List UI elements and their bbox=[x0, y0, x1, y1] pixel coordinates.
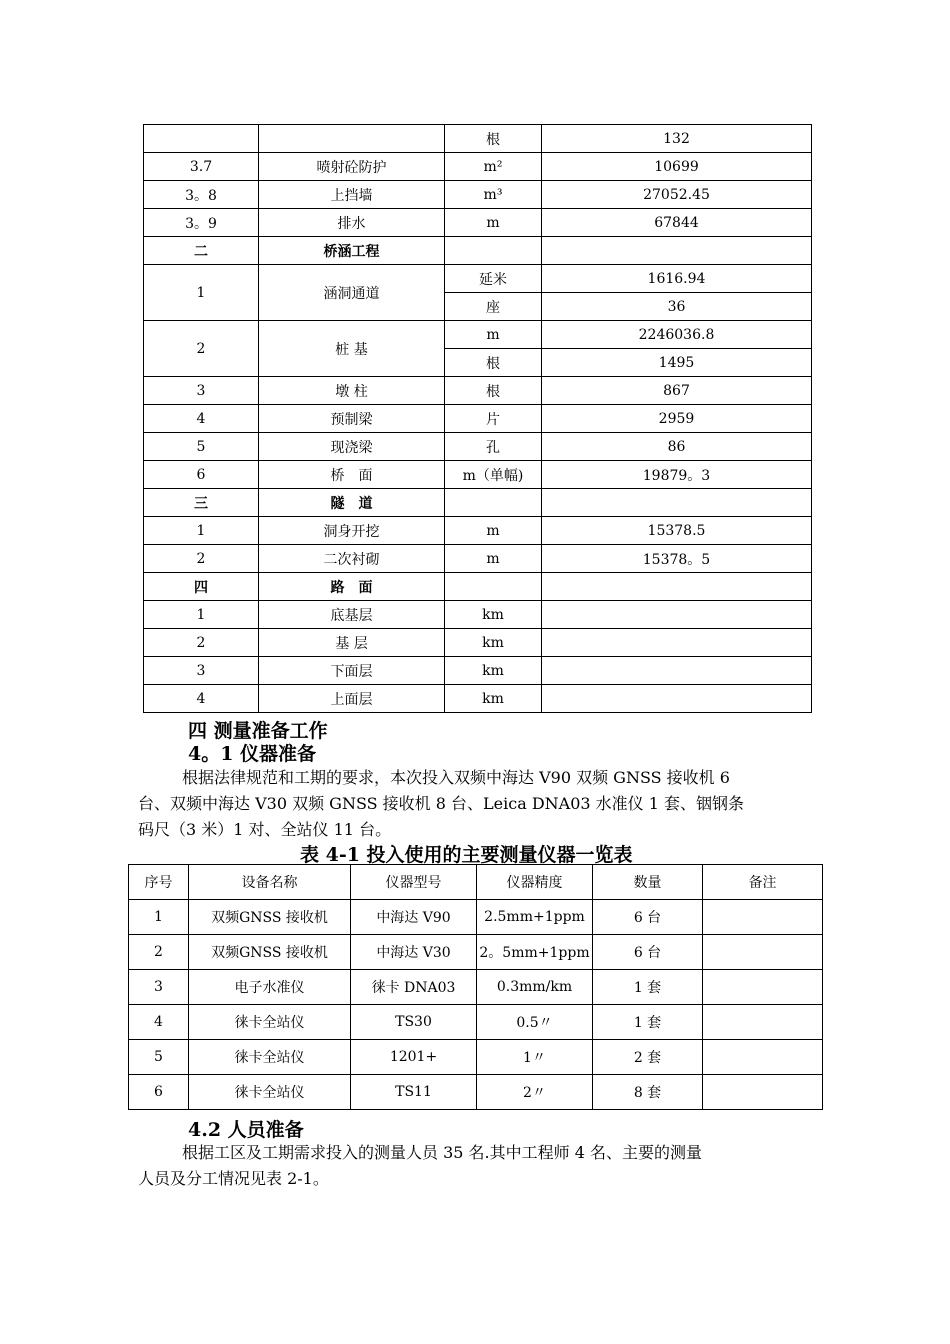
cell-no: 3。9 bbox=[144, 209, 259, 237]
cell-no: 二 bbox=[144, 237, 259, 265]
column-header: 序号 bbox=[129, 865, 189, 900]
cell-unit: 根 bbox=[445, 377, 542, 405]
table-row bbox=[129, 900, 823, 935]
cell bbox=[703, 1040, 823, 1075]
cell-unit bbox=[445, 573, 542, 601]
table-row bbox=[144, 209, 812, 237]
cell-unit: km bbox=[445, 685, 542, 713]
cell: 2〃 bbox=[477, 1075, 593, 1110]
cell: 6 bbox=[129, 1075, 189, 1110]
cell-unit: km bbox=[445, 657, 542, 685]
cell-qty bbox=[542, 573, 812, 601]
table-row bbox=[144, 265, 812, 293]
cell: 中海达 V30 bbox=[351, 935, 477, 970]
cell bbox=[703, 1075, 823, 1110]
cell: 6 台 bbox=[593, 935, 703, 970]
cell-name: 洞身开挖 bbox=[259, 517, 445, 545]
cell bbox=[703, 935, 823, 970]
table-row bbox=[129, 935, 823, 970]
cell-name: 基 层 bbox=[259, 629, 445, 657]
cell-qty: 2959 bbox=[542, 405, 812, 433]
cell-name: 墩 柱 bbox=[259, 377, 445, 405]
cell: 2 bbox=[129, 935, 189, 970]
cell: 徕卡全站仪 bbox=[189, 1075, 351, 1110]
table-row bbox=[144, 461, 812, 489]
table-row bbox=[144, 237, 812, 265]
cell-no: 5 bbox=[144, 433, 259, 461]
cell-unit: m bbox=[445, 517, 542, 545]
table-row bbox=[144, 629, 812, 657]
cell-name: 下面层 bbox=[259, 657, 445, 685]
table-row bbox=[144, 545, 812, 573]
cell-qty: 1495 bbox=[542, 349, 812, 377]
cell-qty: 19879。3 bbox=[542, 461, 812, 489]
cell-no: 3。8 bbox=[144, 181, 259, 209]
cell-name: 现浇梁 bbox=[259, 433, 445, 461]
quantity-table bbox=[143, 124, 812, 713]
cell-unit: m bbox=[445, 321, 542, 349]
cell: 徕卡 DNA03 bbox=[351, 970, 477, 1005]
cell-name: 桥涵工程 bbox=[259, 237, 445, 265]
cell-qty bbox=[542, 685, 812, 713]
cell-no: 3.7 bbox=[144, 153, 259, 181]
cell-unit: 延米 bbox=[445, 265, 542, 293]
cell: 2.5mm+1ppm bbox=[477, 900, 593, 935]
cell-no: 3 bbox=[144, 377, 259, 405]
cell-qty: 1616.94 bbox=[542, 265, 812, 293]
cell: TS30 bbox=[351, 1005, 477, 1040]
column-header: 设备名称 bbox=[189, 865, 351, 900]
column-header: 备注 bbox=[703, 865, 823, 900]
table-row bbox=[144, 517, 812, 545]
cell: 1〃 bbox=[477, 1040, 593, 1075]
cell-qty bbox=[542, 657, 812, 685]
cell: 徕卡全站仪 bbox=[189, 1005, 351, 1040]
cell-name: 上面层 bbox=[259, 685, 445, 713]
table-row bbox=[144, 377, 812, 405]
subsection-heading: 4.2 人员准备 bbox=[188, 1119, 304, 1141]
paragraph-line: 台、双频中海达 V30 双频 GNSS 接收机 8 台、Leica DNA03 水准仪 1 套、铟钢条 bbox=[138, 794, 745, 813]
cell-no: 1 bbox=[144, 601, 259, 629]
table-row bbox=[144, 433, 812, 461]
cell-name: 桩 基 bbox=[259, 321, 445, 377]
cell-name: 隧 道 bbox=[259, 489, 445, 517]
cell: 5 bbox=[129, 1040, 189, 1075]
table-row bbox=[144, 573, 812, 601]
paragraph-line: 人员及分工情况见表 2-1。 bbox=[138, 1169, 329, 1188]
column-header: 仪器型号 bbox=[351, 865, 477, 900]
table-row bbox=[129, 1075, 823, 1110]
cell-qty bbox=[542, 601, 812, 629]
cell bbox=[703, 900, 823, 935]
cell: 徕卡全站仪 bbox=[189, 1040, 351, 1075]
table-row bbox=[144, 601, 812, 629]
paragraph-line: 码尺（3 米）1 对、全站仪 11 台。 bbox=[138, 820, 392, 839]
table-row bbox=[144, 657, 812, 685]
cell-unit: 片 bbox=[445, 405, 542, 433]
cell-no: 四 bbox=[144, 573, 259, 601]
cell: 中海达 V90 bbox=[351, 900, 477, 935]
cell-unit: km bbox=[445, 601, 542, 629]
cell-unit: m bbox=[445, 209, 542, 237]
cell: 1 套 bbox=[593, 970, 703, 1005]
cell-unit: m（单幅) bbox=[445, 461, 542, 489]
cell: 2。5mm+1ppm bbox=[477, 935, 593, 970]
cell-name: 桥 面 bbox=[259, 461, 445, 489]
cell: 双频GNSS 接收机 bbox=[189, 900, 351, 935]
cell-qty: 15378.5 bbox=[542, 517, 812, 545]
cell: 1 套 bbox=[593, 1005, 703, 1040]
cell-no: 4 bbox=[144, 405, 259, 433]
cell: 4 bbox=[129, 1005, 189, 1040]
cell-no: 2 bbox=[144, 629, 259, 657]
cell: 1201+ bbox=[351, 1040, 477, 1075]
table-row bbox=[129, 970, 823, 1005]
table-row bbox=[129, 1040, 823, 1075]
table-row bbox=[144, 685, 812, 713]
cell-qty: 15378。5 bbox=[542, 545, 812, 573]
table-row bbox=[144, 125, 812, 153]
cell-no: 3 bbox=[144, 657, 259, 685]
cell: TS11 bbox=[351, 1075, 477, 1110]
cell-name: 上挡墙 bbox=[259, 181, 445, 209]
cell-no: 2 bbox=[144, 321, 259, 377]
cell: 8 套 bbox=[593, 1075, 703, 1110]
cell-qty: 10699 bbox=[542, 153, 812, 181]
cell-unit bbox=[445, 237, 542, 265]
cell-qty: 86 bbox=[542, 433, 812, 461]
cell-name bbox=[259, 125, 445, 153]
cell-no: 4 bbox=[144, 685, 259, 713]
cell-unit: 孔 bbox=[445, 433, 542, 461]
cell-name: 预制梁 bbox=[259, 405, 445, 433]
cell: 电子水准仪 bbox=[189, 970, 351, 1005]
subsection-heading: 4。1 仪器准备 bbox=[188, 743, 317, 765]
table-row bbox=[144, 153, 812, 181]
cell-name: 涵洞通道 bbox=[259, 265, 445, 321]
cell-unit: m bbox=[445, 545, 542, 573]
cell-unit: 根 bbox=[445, 349, 542, 377]
column-header: 数量 bbox=[593, 865, 703, 900]
table-row bbox=[144, 321, 812, 349]
cell-unit: km bbox=[445, 629, 542, 657]
table-row bbox=[129, 1005, 823, 1040]
section-heading: 四 测量准备工作 bbox=[188, 720, 328, 742]
cell: 6 台 bbox=[593, 900, 703, 935]
cell-unit: 座 bbox=[445, 293, 542, 321]
cell: 0.5〃 bbox=[477, 1005, 593, 1040]
table-row bbox=[144, 489, 812, 517]
cell-name: 二次衬砌 bbox=[259, 545, 445, 573]
cell-qty bbox=[542, 489, 812, 517]
cell: 1 bbox=[129, 900, 189, 935]
cell bbox=[703, 1005, 823, 1040]
cell-no: 三 bbox=[144, 489, 259, 517]
cell-qty bbox=[542, 237, 812, 265]
cell-qty: 36 bbox=[542, 293, 812, 321]
instrument-table bbox=[128, 864, 823, 1110]
cell-no: 2 bbox=[144, 545, 259, 573]
cell-qty: 27052.45 bbox=[542, 181, 812, 209]
cell: 0.3mm/km bbox=[477, 970, 593, 1005]
column-header: 仪器精度 bbox=[477, 865, 593, 900]
cell bbox=[703, 970, 823, 1005]
cell-no bbox=[144, 125, 259, 153]
paragraph-line: 根据法律规范和工期的要求，本次投入双频中海达 V90 双频 GNSS 接收机 6 bbox=[182, 768, 730, 787]
cell-qty bbox=[542, 629, 812, 657]
cell-name: 路 面 bbox=[259, 573, 445, 601]
table-caption: 表 4-1 投入使用的主要测量仪器一览表 bbox=[300, 844, 633, 866]
cell-unit: m² bbox=[445, 153, 542, 181]
cell: 双频GNSS 接收机 bbox=[189, 935, 351, 970]
cell: 2 套 bbox=[593, 1040, 703, 1075]
cell: 3 bbox=[129, 970, 189, 1005]
cell-no: 1 bbox=[144, 517, 259, 545]
cell-qty: 67844 bbox=[542, 209, 812, 237]
cell-name: 喷射砼防护 bbox=[259, 153, 445, 181]
table-header-row bbox=[129, 865, 823, 900]
cell-unit bbox=[445, 489, 542, 517]
cell-name: 排水 bbox=[259, 209, 445, 237]
cell-unit: m³ bbox=[445, 181, 542, 209]
table-row bbox=[144, 181, 812, 209]
cell-unit: 根 bbox=[445, 125, 542, 153]
cell-qty: 867 bbox=[542, 377, 812, 405]
table-row bbox=[144, 405, 812, 433]
cell-no: 6 bbox=[144, 461, 259, 489]
cell-no: 1 bbox=[144, 265, 259, 321]
cell-name: 底基层 bbox=[259, 601, 445, 629]
cell-qty: 2246036.8 bbox=[542, 321, 812, 349]
paragraph-line: 根据工区及工期需求投入的测量人员 35 名.其中工程师 4 名、主要的测量 bbox=[182, 1143, 702, 1162]
cell-qty: 132 bbox=[542, 125, 812, 153]
